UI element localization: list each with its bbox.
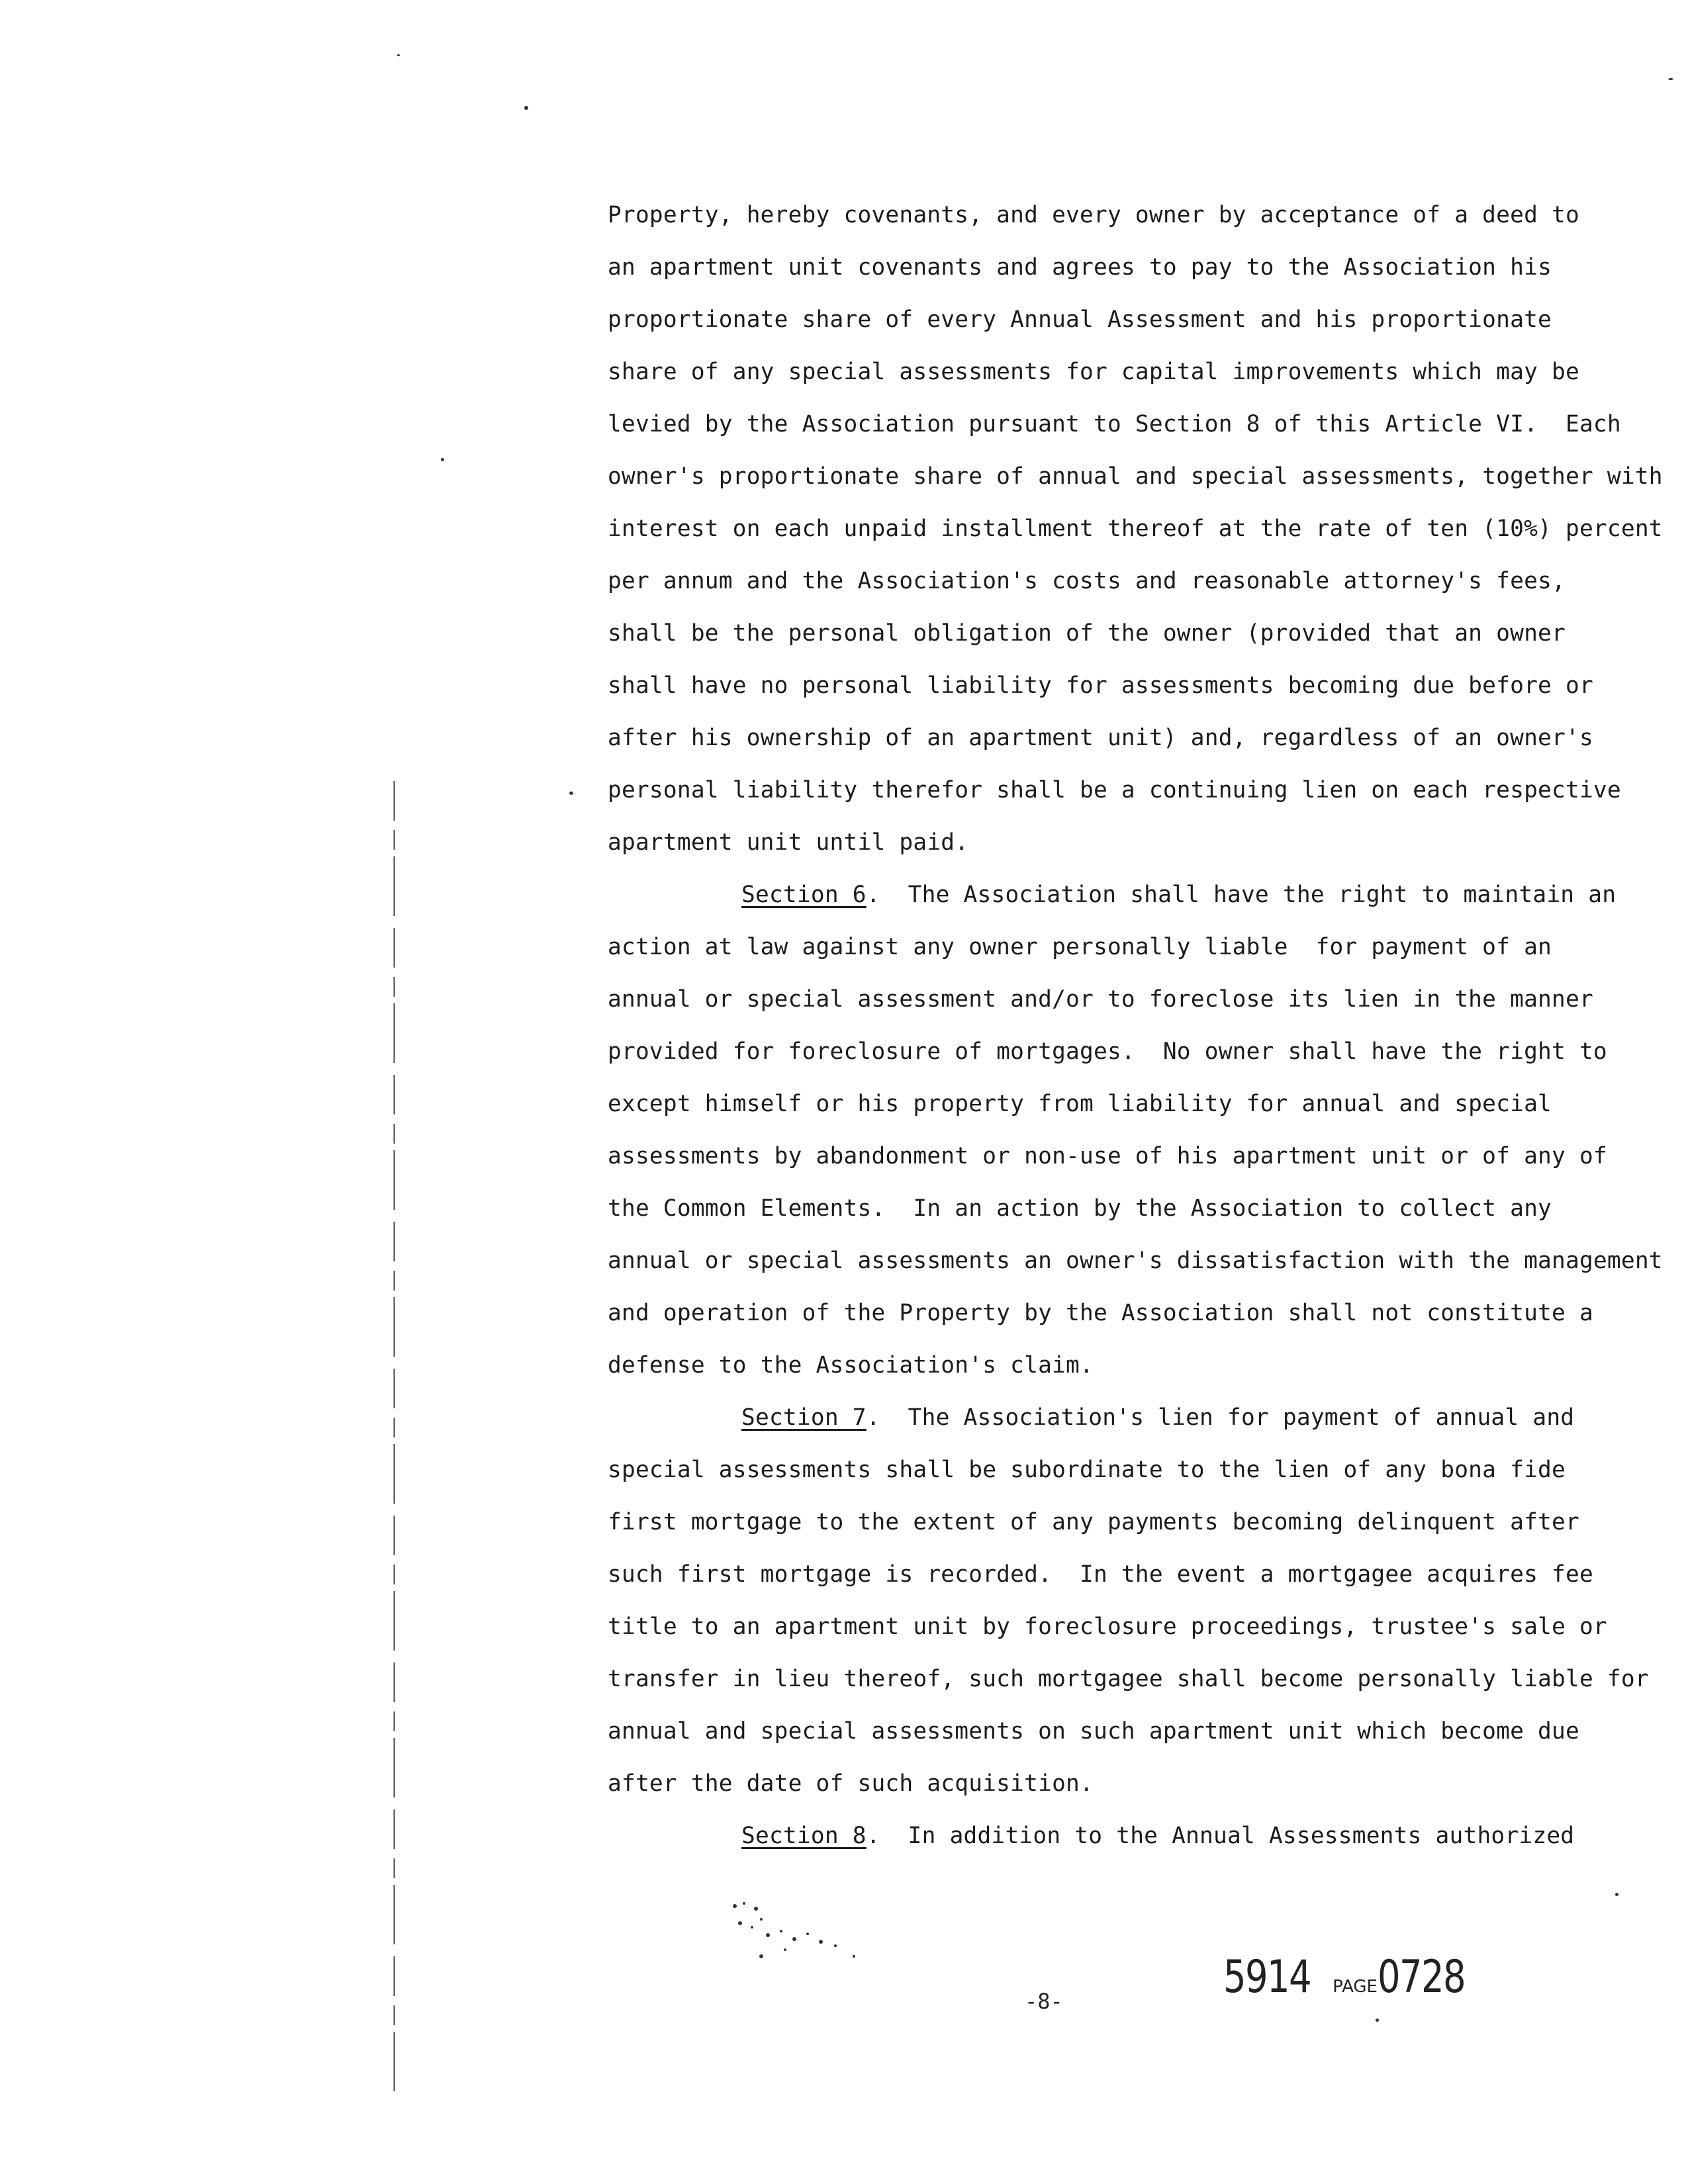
text-line: interest on each unpaid installment thereof at the rate of ten (10%) percent [608,516,1663,542]
text-line: action at law against any owner personally liable for payment of an [608,934,1552,960]
text-line: assessments by abandonment or non-use of his apartment unit or of any of [608,1143,1607,1169]
text-line: after the date of such acquisition. [608,1770,1094,1797]
text-line: personal liability therefor shall be a continuing lien on each respective [608,777,1621,803]
text-line: annual and special assessments on such apartment unit which become due [608,1718,1579,1745]
text-line: share of any special assessments for capital improvements which may be [608,359,1579,385]
text-line: and operation of the Property by the Association shall not constitute a [608,1300,1593,1326]
section-8-first-line [608,1810,1601,1862]
margin-scan-line [393,781,395,2098]
text-line: levied by the Association pursuant to Section 8 of this Article VI. Each [608,411,1621,437]
text-line: defense to the Association's claim. [608,1352,1094,1379]
text-line: title to an apartment unit by foreclosure proceedings, trustee's sale or [608,1614,1607,1640]
text-line: except himself or his property from liability for annual and special [608,1091,1552,1117]
section-7-lead-text: . The Association's lien for payment of annual and [866,1404,1575,1431]
text-line: annual or special assessment and/or to foreclose its lien in the manner [608,986,1593,1013]
scan-speck [1376,2019,1379,2022]
text-line: proportionate share of every Annual Assessment and his proportionate [608,306,1552,333]
stamp-book-number: 5914 [1223,1951,1311,2003]
page-number: -8- [1025,1989,1063,2014]
scan-speck [524,106,528,110]
text-line: first mortgage to the extent of any payments becoming delinquent after [608,1509,1579,1535]
text-line: after his ownership of an apartment unit) and, regardless of an owner's [608,725,1593,751]
text-line: an apartment unit covenants and agrees to pay to the Association his [608,254,1552,281]
recording-stamp [1223,1951,1487,2003]
scan-speck [569,792,573,795]
text-line: transfer in lieu thereof, such mortgagee shall become personally liable for [608,1666,1649,1692]
section-7-first-line [608,1392,1601,1444]
section-6-first-line [608,869,1617,921]
stamp-page-label: PAGE [1333,1977,1378,1997]
section-6-heading: Section 6 [741,882,867,908]
text-line: special assessments shall be subordinate to the lien of any bona fide [608,1457,1566,1483]
scan-speck [441,458,444,461]
body-text [608,189,1663,1862]
text-line: per annum and the Association's costs and reasonable attorney's fees, [608,568,1566,594]
text-line: shall have no personal liability for assessments becoming due before or [608,672,1593,699]
stamp-page-number: 0728 [1377,1951,1466,2003]
scan-speck [1668,78,1673,80]
section-6-lead-text: . The Association shall have the right to maintain an [866,882,1617,908]
text-line: annual or special assessments an owner's dissatisfaction with the management [608,1248,1663,1274]
text-line: the Common Elements. In an action by the Association to collect any [608,1195,1552,1222]
text-line: apartment unit until paid. [608,829,969,856]
section-7-heading: Section 7 [741,1404,867,1431]
text-line: owner's proportionate share of annual and special assessments, together with [608,463,1663,490]
section-8-lead-text: . In addition to the Annual Assessments authorized [866,1823,1575,1849]
text-line: shall be the personal obligation of the owner (provided that an owner [608,620,1566,647]
scan-smudge-mark [722,1893,894,1985]
text-line: provided for foreclosure of mortgages. No owner shall have the right to [608,1038,1607,1065]
text-line: Property, hereby covenants, and every owner by acceptance of a deed to [608,202,1579,228]
section-8-heading: Section 8 [741,1823,867,1849]
scan-speck [1615,1893,1618,1896]
text-line: such first mortgage is recorded. In the event a mortgagee acquires fee [608,1561,1593,1588]
scan-speck [397,54,400,56]
